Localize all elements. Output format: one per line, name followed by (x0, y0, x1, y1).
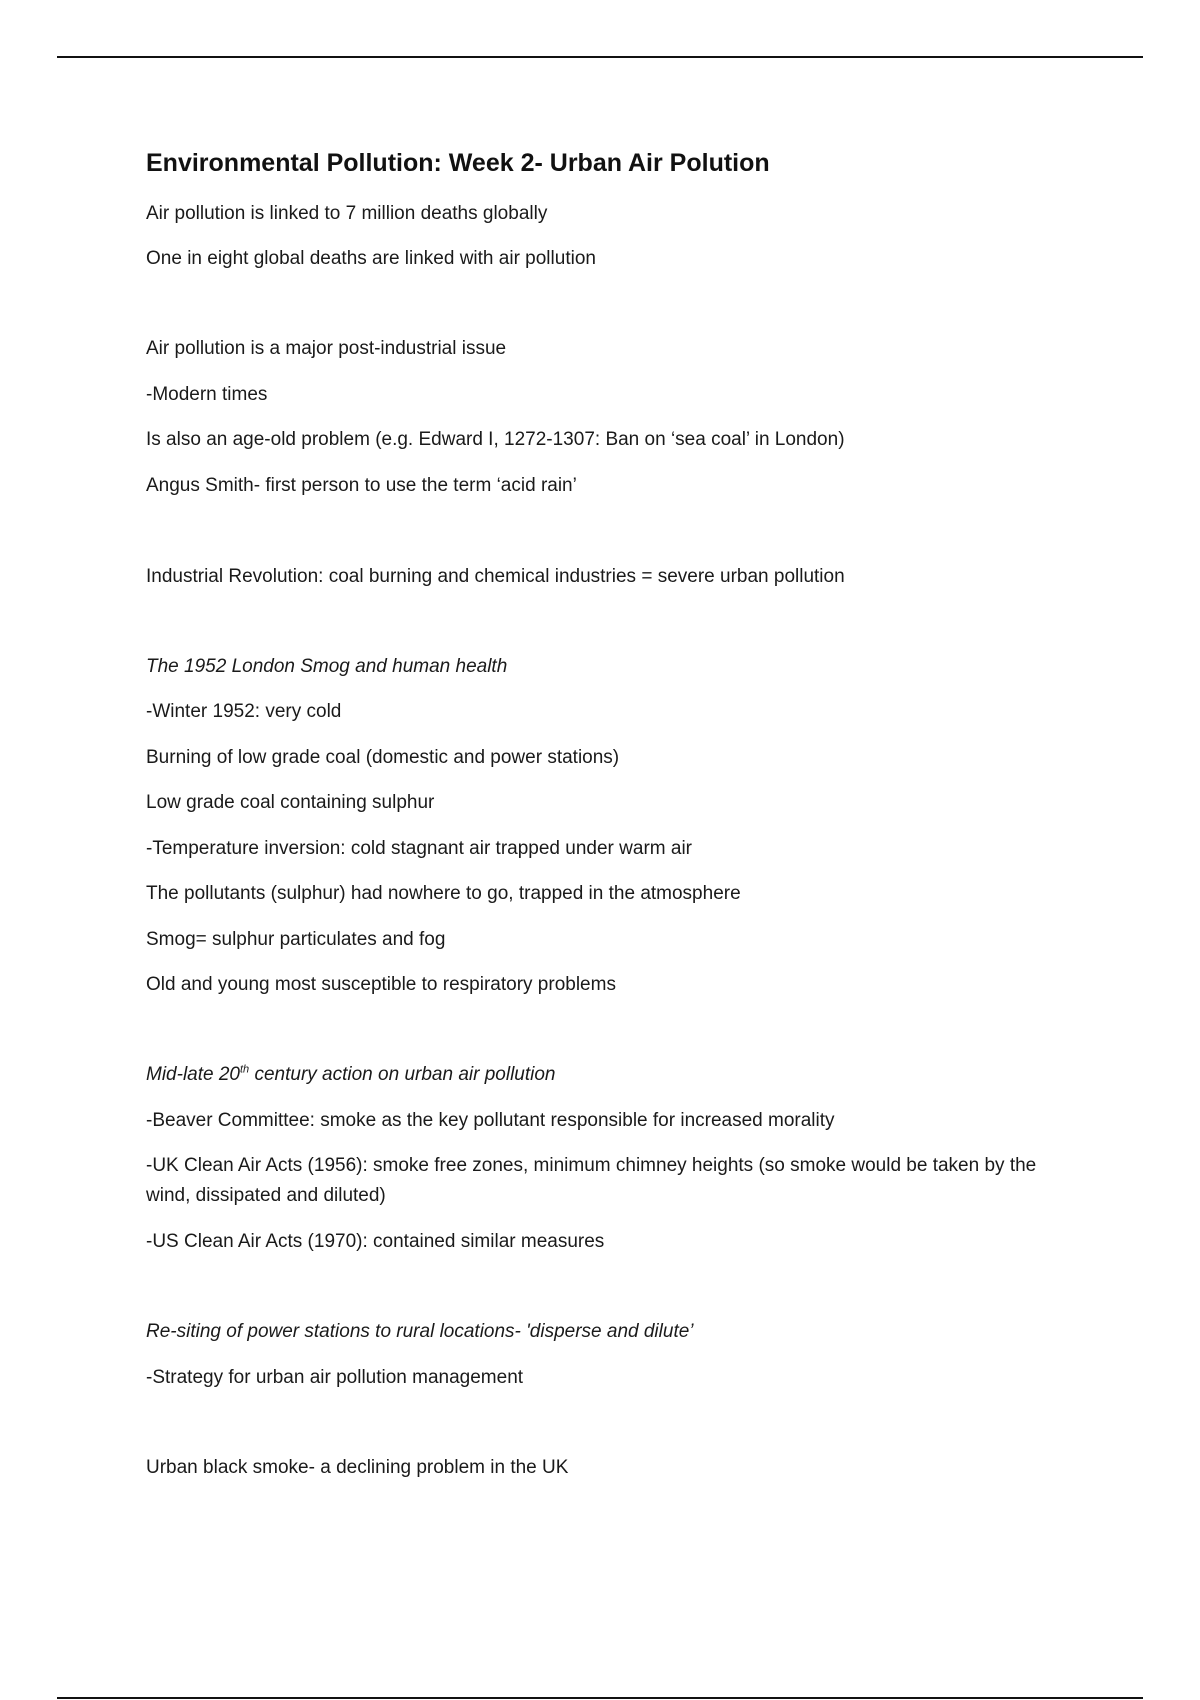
paragraph-line: Old and young most susceptible to respiratory problems (146, 974, 616, 995)
section-heading-london-smog: The 1952 London Smog and human health (146, 656, 508, 677)
paragraph-line: One in eight global deaths are linked with air pollution (146, 248, 596, 269)
paragraph-line: -UK Clean Air Acts (1956): smoke free zones, minimum chimney heights (so smoke would be taken by the wind, dissipated and diluted) (146, 1155, 1037, 1206)
paragraph-line: Is also an age-old problem (e.g. Edward I, 1272-1307: Ban on ‘sea coal’ in London) (146, 429, 845, 450)
paragraph-line: Air pollution is a major post-industrial issue (146, 338, 507, 359)
document-title: Environmental Pollution: Week 2- Urban Air Polution (146, 149, 770, 177)
paragraph-line: -Winter 1952: very cold (146, 701, 342, 722)
section-heading-20th-century-action (146, 1060, 1066, 1090)
header-rule (57, 56, 1143, 58)
heading-text: Mid-late 20 (146, 1064, 240, 1085)
paragraph-line: -Strategy for urban air pollution management (146, 1367, 524, 1388)
paragraph-line: -Beaver Committee: smoke as the key pollutant responsible for increased morality (146, 1110, 835, 1131)
paragraph-line: Smog= sulphur particulates and fog (146, 929, 446, 950)
paragraph-line: -Temperature inversion: cold stagnant air trapped under warm air (146, 838, 692, 859)
ordinal-suffix: th (240, 1063, 250, 1076)
paragraph-line: Air pollution is linked to 7 million deaths globally (146, 203, 548, 224)
section-heading-resiting: Re-siting of power stations to rural locations- 'disperse and dilute’ (146, 1321, 694, 1342)
paragraph-line: Urban black smoke- a declining problem in the UK (146, 1457, 569, 1478)
heading-text: century action on urban air pollution (249, 1064, 556, 1085)
footer-rule (57, 1697, 1143, 1699)
paragraph-line: Low grade coal containing sulphur (146, 792, 435, 813)
paragraph-line: Angus Smith- first person to use the term ‘acid rain’ (146, 475, 577, 496)
paragraph-line: Burning of low grade coal (domestic and power stations) (146, 747, 620, 768)
paragraph-line: -US Clean Air Acts (1970): contained similar measures (146, 1231, 605, 1252)
paragraph-line: -Modern times (146, 384, 268, 405)
paragraph-line: The pollutants (sulphur) had nowhere to go, trapped in the atmosphere (146, 883, 741, 904)
paragraph-line: Industrial Revolution: coal burning and chemical industries = severe urban pollution (146, 566, 845, 587)
